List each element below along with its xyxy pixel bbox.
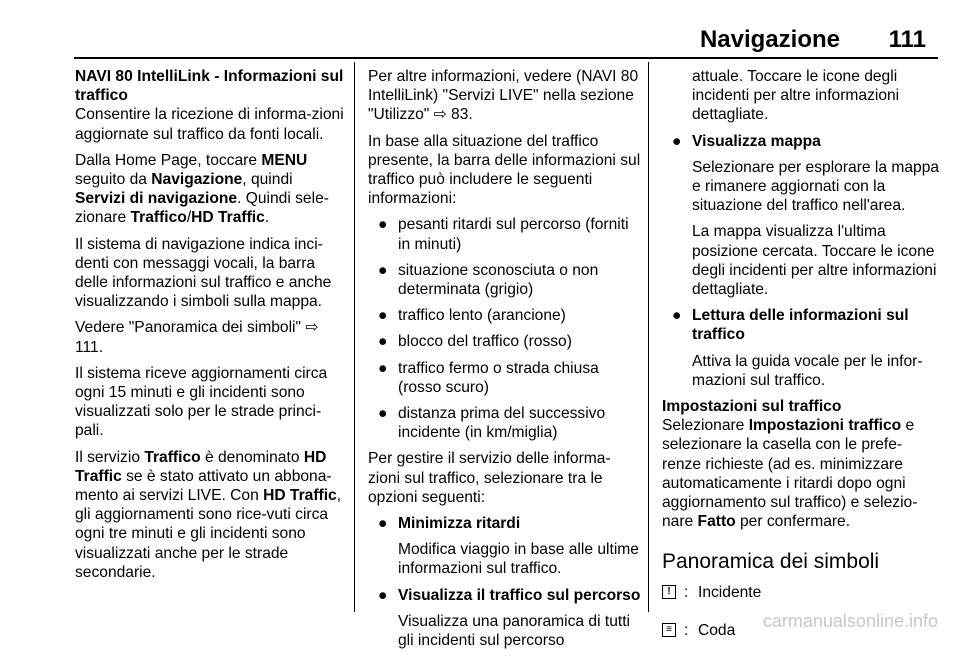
paragraph: Il sistema di navigazione indica inci-denti con messaggi vocali, la barra delle informazioni sul traffico e anche visualizzando i simboli sulla mappa. <box>75 235 332 311</box>
page-header <box>0 24 960 58</box>
column-divider <box>648 62 649 612</box>
column-divider <box>354 62 355 612</box>
list-item: ● pesanti ritardi sul percorso (forniti in minuti) <box>378 216 629 253</box>
column-3 <box>662 67 940 659</box>
option-desc: Attiva la guida vocale per le infor-mazioni sul traffico. <box>692 352 923 389</box>
paragraph: Vedere "Panoramica dei simboli" ⇨ 111. <box>75 319 319 356</box>
option-desc: Modifica viaggio in base alle ultime informazioni sul traffico. <box>398 541 639 578</box>
queue-icon: ≡ <box>662 623 676 637</box>
incident-icon: ! <box>662 585 676 599</box>
list-item: ● blocco del traffico (rosso) <box>378 333 572 351</box>
section-heading: NAVI 80 IntelliLink - Informazioni sul traffico <box>75 68 344 105</box>
option-item: ● Minimizza ritardi <box>378 515 521 533</box>
list-item: ● traffico fermo o strada chiusa (rosso scuro) <box>378 359 599 396</box>
column-2 <box>368 67 642 657</box>
paragraph: Selezionare Impostazioni traffico e selezionare la casella con le prefe-renze richieste (ad es. minimizzare automaticamente i ritardi dopo ogni aggiornamento sul traffico) e selezio-nare Fatto per confermare. <box>662 417 918 531</box>
list-item: ● distanza prima del successivo incidente (in km/miglia) <box>378 405 606 442</box>
symbol-row: ≡ : Coda <box>662 621 940 659</box>
option-desc: La mappa visualizza l'ultima posizione cercata. Toccare le icone degli incidenti per altre informazioni dettagliate. <box>692 223 937 299</box>
option-desc: Visualizza una panoramica di tutti gli incidenti sul percorso <box>398 612 631 650</box>
option-desc: attuale. Toccare le icone degli incidenti per altre informazioni dettagliate. <box>692 68 900 124</box>
paragraph: In base alla situazione del traffico presente, la barra delle informazioni sul traffico può includere le seguenti informazioni: <box>368 132 641 208</box>
paragraph: Consentire la ricezione di informa-zioni aggiornate sul traffico da fonti locali. <box>75 106 344 143</box>
watermark: carmanualsonline.info <box>762 611 938 631</box>
option-item: ● Lettura delle informazioni sul traffico <box>672 307 909 344</box>
section-heading: Impostazioni sul traffico <box>662 398 842 416</box>
symbols-heading: Panoramica dei simboli <box>662 550 880 574</box>
symbol-label: Incidente <box>698 584 762 602</box>
page-number: 111 <box>888 26 926 53</box>
column-1 <box>75 67 345 589</box>
paragraph: Dalla Home Page, toccare MENU seguito da Navigazione, quindi Servizi di navigazione. Quindi sele-zionare Traffico/HD Traffic. <box>75 151 329 227</box>
list-item: ● situazione sconosciuta o non determinata (grigio) <box>378 261 599 299</box>
paragraph: Il servizio Traffico è denominato HD Traffic se è stato attivato un abbona-mento ai servizi LIVE. Con HD Traffic, gli aggiornamenti sono rice-vuti circa ogni tre minuti e gli incidenti sono visualizzati anche per le strade secondarie. <box>75 448 342 581</box>
section-title: Navigazione <box>699 26 840 53</box>
list-item: ● traffico lento (arancione) <box>378 307 566 325</box>
paragraph: Il sistema riceve aggiornamenti circa ogni 15 minuti e gli incidenti sono visualizzati solo per le strade princi-pali. <box>75 364 328 440</box>
paragraph: Per altre informazioni, vedere (NAVI 80 IntelliLink) "Servizi LIVE" nella sezione "Utilizzo" ⇨ 83. <box>368 68 639 124</box>
option-item: ● Visualizza il traffico sul percorso <box>378 586 641 604</box>
symbol-row: ! : Incidente <box>662 583 940 621</box>
symbol-label: Coda <box>698 622 736 640</box>
option-desc: Selezionare per esplorare la mappa e rimanere aggiornati con la situazione del traffico nell'area. <box>692 158 940 215</box>
header-rule <box>74 57 938 59</box>
option-item: ● Visualizza mappa <box>672 132 821 150</box>
paragraph: Per gestire il servizio delle informa-zioni sul traffico, selezionare tra le opzioni seguenti: <box>368 450 611 506</box>
